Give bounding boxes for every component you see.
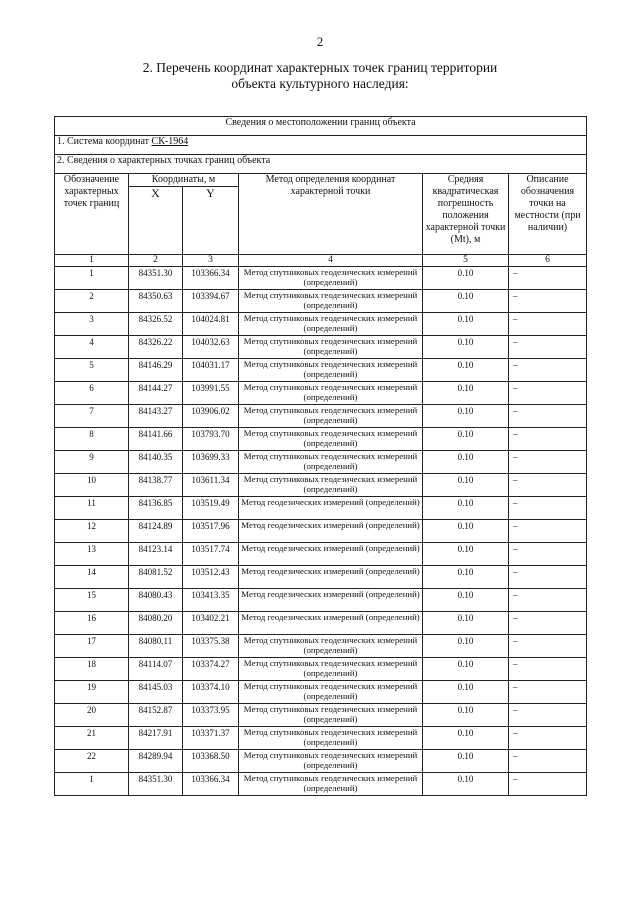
y-cell: 104024.81 bbox=[183, 313, 239, 336]
error-cell: 0.10 bbox=[423, 359, 509, 382]
table-row bbox=[55, 727, 587, 750]
point-cell: 8 bbox=[55, 428, 129, 451]
method-cell: Метод спутниковых геодезических измерений (определений) bbox=[239, 750, 423, 773]
error-cell: 0.10 bbox=[423, 428, 509, 451]
col-header-coords: Координаты, м bbox=[129, 174, 239, 187]
x-cell: 84080.20 bbox=[129, 612, 183, 635]
table-row bbox=[55, 750, 587, 773]
point-cell: 16 bbox=[55, 612, 129, 635]
y-cell: 103374.27 bbox=[183, 658, 239, 681]
method-cell: Метод спутниковых геодезических измерений (определений) bbox=[239, 382, 423, 405]
point-cell: 6 bbox=[55, 382, 129, 405]
description-cell: – bbox=[509, 428, 587, 451]
x-cell: 84136.85 bbox=[129, 497, 183, 520]
x-cell: 84081.52 bbox=[129, 566, 183, 589]
col-number: 6 bbox=[509, 255, 587, 267]
y-cell: 103991.55 bbox=[183, 382, 239, 405]
y-cell: 103793.70 bbox=[183, 428, 239, 451]
method-cell: Метод геодезических измерений (определений) bbox=[239, 520, 423, 543]
point-cell: 2 bbox=[55, 290, 129, 313]
error-cell: 0.10 bbox=[423, 681, 509, 704]
table-row bbox=[55, 451, 587, 474]
x-cell: 84146.29 bbox=[129, 359, 183, 382]
method-cell: Метод геодезических измерений (определений) bbox=[239, 589, 423, 612]
col-number: 1 bbox=[55, 255, 129, 267]
point-cell: 12 bbox=[55, 520, 129, 543]
y-cell: 103394.67 bbox=[183, 290, 239, 313]
method-cell: Метод геодезических измерений (определений) bbox=[239, 543, 423, 566]
table-row bbox=[55, 290, 587, 313]
description-cell: – bbox=[509, 405, 587, 428]
y-cell: 103375.38 bbox=[183, 635, 239, 658]
description-cell: – bbox=[509, 635, 587, 658]
col-header-error: Средняя квадратическая погрешность положения характерной точки (Mt), м bbox=[423, 174, 509, 255]
error-cell: 0.10 bbox=[423, 543, 509, 566]
description-cell: – bbox=[509, 612, 587, 635]
x-cell: 84152.87 bbox=[129, 704, 183, 727]
error-cell: 0.10 bbox=[423, 382, 509, 405]
coordinate-system-value: СК-1964 bbox=[151, 136, 189, 147]
error-cell: 0.10 bbox=[423, 773, 509, 796]
coordinate-system-label: 1. Система координат bbox=[57, 136, 150, 147]
table-row bbox=[55, 267, 587, 290]
description-cell: – bbox=[509, 750, 587, 773]
table-row bbox=[55, 612, 587, 635]
point-cell: 14 bbox=[55, 566, 129, 589]
error-cell: 0.10 bbox=[423, 313, 509, 336]
coordinates-table bbox=[54, 116, 587, 796]
point-cell: 20 bbox=[55, 704, 129, 727]
method-cell: Метод спутниковых геодезических измерений (определений) bbox=[239, 290, 423, 313]
error-cell: 0.10 bbox=[423, 405, 509, 428]
method-cell: Метод спутниковых геодезических измерений (определений) bbox=[239, 267, 423, 290]
error-cell: 0.10 bbox=[423, 750, 509, 773]
error-cell: 0.10 bbox=[423, 451, 509, 474]
x-cell: 84144.27 bbox=[129, 382, 183, 405]
col-number: 5 bbox=[423, 255, 509, 267]
x-cell: 84140.35 bbox=[129, 451, 183, 474]
point-cell: 1 bbox=[55, 773, 129, 796]
table-row bbox=[55, 359, 587, 382]
table-row bbox=[55, 382, 587, 405]
point-cell: 19 bbox=[55, 681, 129, 704]
description-cell: – bbox=[509, 313, 587, 336]
error-cell: 0.10 bbox=[423, 727, 509, 750]
point-cell: 15 bbox=[55, 589, 129, 612]
description-cell: – bbox=[509, 290, 587, 313]
table-row bbox=[55, 589, 587, 612]
error-cell: 0.10 bbox=[423, 589, 509, 612]
description-cell: – bbox=[509, 773, 587, 796]
method-cell: Метод спутниковых геодезических измерений (определений) bbox=[239, 681, 423, 704]
description-cell: – bbox=[509, 520, 587, 543]
error-cell: 0.10 bbox=[423, 612, 509, 635]
x-cell: 84124.89 bbox=[129, 520, 183, 543]
description-cell: – bbox=[509, 267, 587, 290]
table-row bbox=[55, 773, 587, 796]
table-row bbox=[55, 704, 587, 727]
x-cell: 84351.30 bbox=[129, 773, 183, 796]
points-section-label: 2. Сведения о характерных точках границ объекта bbox=[55, 155, 587, 174]
method-cell: Метод спутниковых геодезических измерений (определений) bbox=[239, 336, 423, 359]
error-cell: 0.10 bbox=[423, 658, 509, 681]
y-cell: 104031.17 bbox=[183, 359, 239, 382]
error-cell: 0.10 bbox=[423, 290, 509, 313]
coordinate-system bbox=[55, 136, 587, 155]
description-cell: – bbox=[509, 474, 587, 497]
description-cell: – bbox=[509, 566, 587, 589]
y-cell: 103366.34 bbox=[183, 267, 239, 290]
x-cell: 84141.66 bbox=[129, 428, 183, 451]
y-cell: 103611.34 bbox=[183, 474, 239, 497]
method-cell: Метод спутниковых геодезических измерений (определений) bbox=[239, 313, 423, 336]
x-cell: 84145.03 bbox=[129, 681, 183, 704]
y-cell: 103373.95 bbox=[183, 704, 239, 727]
col-header-x: X bbox=[129, 187, 183, 255]
point-cell: 5 bbox=[55, 359, 129, 382]
point-cell: 1 bbox=[55, 267, 129, 290]
description-cell: – bbox=[509, 497, 587, 520]
method-cell: Метод геодезических измерений (определений) bbox=[239, 497, 423, 520]
title-line-2: объекта культурного наследия: bbox=[231, 76, 409, 91]
error-cell: 0.10 bbox=[423, 520, 509, 543]
method-cell: Метод спутниковых геодезических измерений (определений) bbox=[239, 773, 423, 796]
x-cell: 84289.94 bbox=[129, 750, 183, 773]
method-cell: Метод спутниковых геодезических измерений (определений) bbox=[239, 635, 423, 658]
col-number: 4 bbox=[239, 255, 423, 267]
description-cell: – bbox=[509, 336, 587, 359]
point-cell: 7 bbox=[55, 405, 129, 428]
x-cell: 84351.30 bbox=[129, 267, 183, 290]
method-cell: Метод спутниковых геодезических измерений (определений) bbox=[239, 727, 423, 750]
table-row bbox=[55, 658, 587, 681]
table-row bbox=[55, 543, 587, 566]
method-cell: Метод спутниковых геодезических измерений (определений) bbox=[239, 474, 423, 497]
description-cell: – bbox=[509, 543, 587, 566]
description-cell: – bbox=[509, 658, 587, 681]
table-row bbox=[55, 520, 587, 543]
error-cell: 0.10 bbox=[423, 704, 509, 727]
x-cell: 84080.11 bbox=[129, 635, 183, 658]
col-number: 2 bbox=[129, 255, 183, 267]
y-cell: 104032.63 bbox=[183, 336, 239, 359]
col-header-description: Описание обозначения точки на местности (при наличии) bbox=[509, 174, 587, 255]
point-cell: 9 bbox=[55, 451, 129, 474]
col-header-point: Обозначение характерных точек границ bbox=[55, 174, 129, 255]
y-cell: 103699.33 bbox=[183, 451, 239, 474]
description-cell: – bbox=[509, 382, 587, 405]
point-cell: 22 bbox=[55, 750, 129, 773]
y-cell: 103402.21 bbox=[183, 612, 239, 635]
table-row bbox=[55, 313, 587, 336]
y-cell: 103517.74 bbox=[183, 543, 239, 566]
method-cell: Метод спутниковых геодезических измерений (определений) bbox=[239, 359, 423, 382]
document-title bbox=[120, 60, 520, 92]
x-cell: 84217.91 bbox=[129, 727, 183, 750]
y-cell: 103512.43 bbox=[183, 566, 239, 589]
description-cell: – bbox=[509, 359, 587, 382]
method-cell: Метод спутниковых геодезических измерений (определений) bbox=[239, 451, 423, 474]
method-cell: Метод геодезических измерений (определений) bbox=[239, 566, 423, 589]
table-row bbox=[55, 336, 587, 359]
table-row bbox=[55, 635, 587, 658]
x-cell: 84114.07 bbox=[129, 658, 183, 681]
y-cell: 103374.10 bbox=[183, 681, 239, 704]
point-cell: 13 bbox=[55, 543, 129, 566]
point-cell: 18 bbox=[55, 658, 129, 681]
method-cell: Метод спутниковых геодезических измерений (определений) bbox=[239, 658, 423, 681]
y-cell: 103413.35 bbox=[183, 589, 239, 612]
x-cell: 84143.27 bbox=[129, 405, 183, 428]
point-cell: 4 bbox=[55, 336, 129, 359]
col-number: 3 bbox=[183, 255, 239, 267]
x-cell: 84123.14 bbox=[129, 543, 183, 566]
point-cell: 10 bbox=[55, 474, 129, 497]
y-cell: 103906.02 bbox=[183, 405, 239, 428]
x-cell: 84350.63 bbox=[129, 290, 183, 313]
error-cell: 0.10 bbox=[423, 336, 509, 359]
x-cell: 84080.43 bbox=[129, 589, 183, 612]
description-cell: – bbox=[509, 681, 587, 704]
point-cell: 11 bbox=[55, 497, 129, 520]
x-cell: 84138.77 bbox=[129, 474, 183, 497]
y-cell: 103519.49 bbox=[183, 497, 239, 520]
method-cell: Метод геодезических измерений (определений) bbox=[239, 612, 423, 635]
table-row bbox=[55, 474, 587, 497]
point-cell: 17 bbox=[55, 635, 129, 658]
col-header-method: Метод определения координат характерной точки bbox=[239, 174, 423, 255]
table-row bbox=[55, 681, 587, 704]
method-cell: Метод спутниковых геодезических измерений (определений) bbox=[239, 405, 423, 428]
x-cell: 84326.22 bbox=[129, 336, 183, 359]
table-row bbox=[55, 497, 587, 520]
error-cell: 0.10 bbox=[423, 474, 509, 497]
title-line-1: 2. Перечень координат характерных точек границ территории bbox=[142, 60, 498, 75]
y-cell: 103366.34 bbox=[183, 773, 239, 796]
table-row bbox=[55, 566, 587, 589]
table-row bbox=[55, 428, 587, 451]
error-cell: 0.10 bbox=[423, 566, 509, 589]
method-cell: Метод спутниковых геодезических измерений (определений) bbox=[239, 704, 423, 727]
col-header-y: Y bbox=[183, 187, 239, 255]
point-cell: 21 bbox=[55, 727, 129, 750]
y-cell: 103371.37 bbox=[183, 727, 239, 750]
description-cell: – bbox=[509, 451, 587, 474]
x-cell: 84326.52 bbox=[129, 313, 183, 336]
description-cell: – bbox=[509, 589, 587, 612]
y-cell: 103368.50 bbox=[183, 750, 239, 773]
table-row bbox=[55, 405, 587, 428]
page-number: 2 bbox=[316, 34, 324, 49]
y-cell: 103517.96 bbox=[183, 520, 239, 543]
error-cell: 0.10 bbox=[423, 497, 509, 520]
error-cell: 0.10 bbox=[423, 635, 509, 658]
error-cell: 0.10 bbox=[423, 267, 509, 290]
point-cell: 3 bbox=[55, 313, 129, 336]
description-cell: – bbox=[509, 727, 587, 750]
table-header: Сведения о местоположении границ объекта bbox=[55, 117, 587, 136]
method-cell: Метод спутниковых геодезических измерений (определений) bbox=[239, 428, 423, 451]
description-cell: – bbox=[509, 704, 587, 727]
